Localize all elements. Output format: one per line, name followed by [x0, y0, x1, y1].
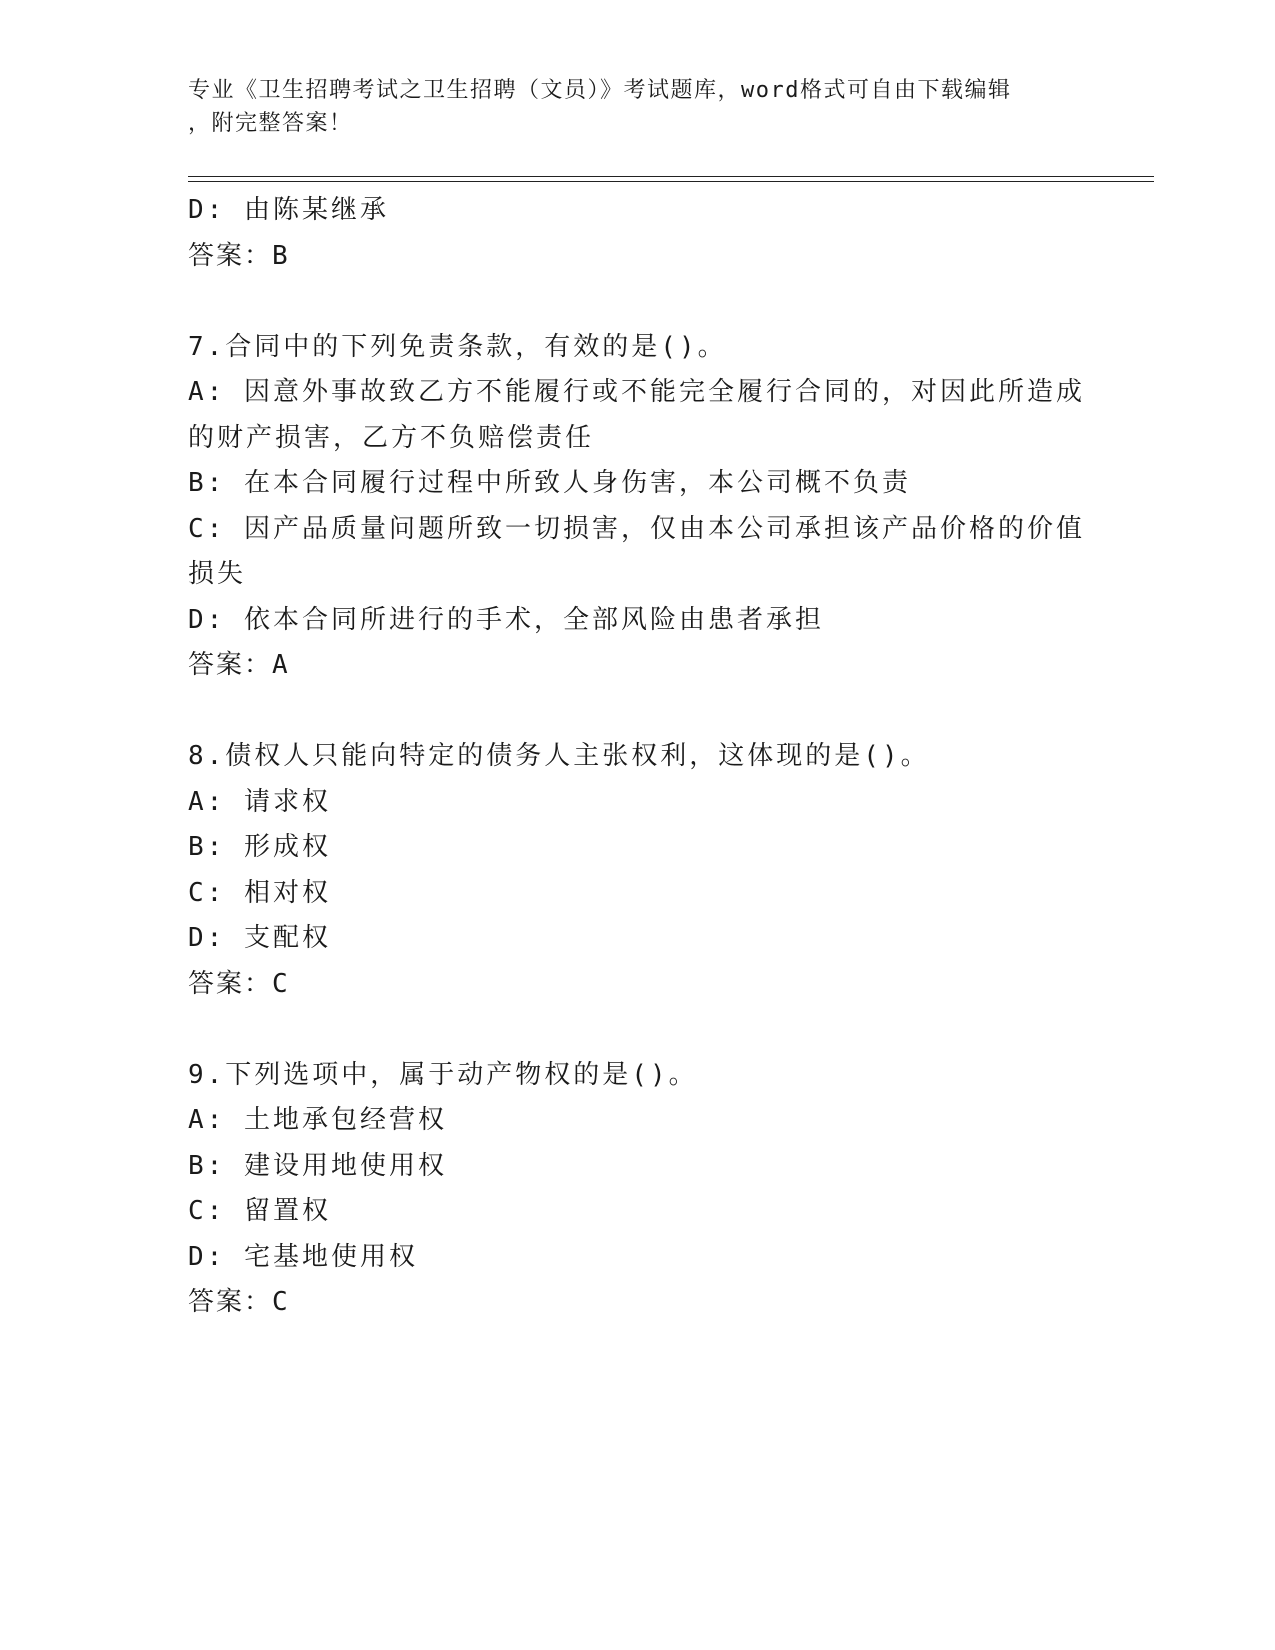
answer: 答案：A	[188, 650, 290, 680]
question-stem: 7.合同中的下列免责条款，有效的是()。	[188, 331, 727, 362]
prev-option-d: D: 由陈某继承	[188, 195, 389, 225]
question-stem: 8.债权人只能向特定的债务人主张权利，这体现的是()。	[188, 741, 930, 771]
question-8	[188, 734, 1088, 1007]
option-a: A: 土地承包经营权	[188, 1105, 447, 1135]
answer: 答案：C	[188, 968, 290, 999]
option-b: B: 形成权	[188, 832, 331, 862]
question-list	[188, 188, 1088, 1326]
question-9	[188, 1053, 1088, 1326]
prev-answer: 答案：B	[188, 240, 290, 271]
option-b: B: 在本合同履行过程中所致人身伤害，本公司概不负责	[188, 468, 911, 498]
spacer	[188, 279, 1088, 325]
spacer	[188, 689, 1088, 735]
option-c: C: 相对权	[188, 877, 331, 908]
spacer	[188, 1007, 1088, 1053]
document-header	[188, 74, 1068, 140]
header-divider-bottom	[188, 181, 1154, 182]
option-c: C: 留置权	[188, 1196, 331, 1226]
option-a: A: 请求权	[188, 786, 331, 817]
header-line-2: ，附完整答案！	[188, 111, 353, 136]
option-d: D: 支配权	[188, 923, 331, 953]
header-divider-top	[188, 176, 1154, 177]
question-stem: 9.下列选项中，属于动产物权的是()。	[188, 1059, 698, 1090]
option-b: B: 建设用地使用权	[188, 1150, 447, 1181]
option-c: C: 因产品质量问题所致一切损害，仅由本公司承担该产品价格的价值	[188, 513, 1085, 544]
option-a-continued: 的财产损害，乙方不负赔偿责任	[188, 422, 595, 453]
option-d: D: 依本合同所进行的手术，全部风险由患者承担	[188, 604, 824, 635]
option-c-continued: 损失	[188, 559, 247, 589]
answer: 答案：C	[188, 1287, 290, 1317]
header-line-1: 专业《卫生招聘考试之卫生招聘（文员）》考试题库，word格式可自由下载编辑	[188, 78, 1012, 103]
option-d: D: 宅基地使用权	[188, 1241, 418, 1272]
option-a: A: 因意外事故致乙方不能履行或不能完全履行合同的，对因此所造成	[188, 377, 1085, 407]
question-7	[188, 325, 1088, 689]
